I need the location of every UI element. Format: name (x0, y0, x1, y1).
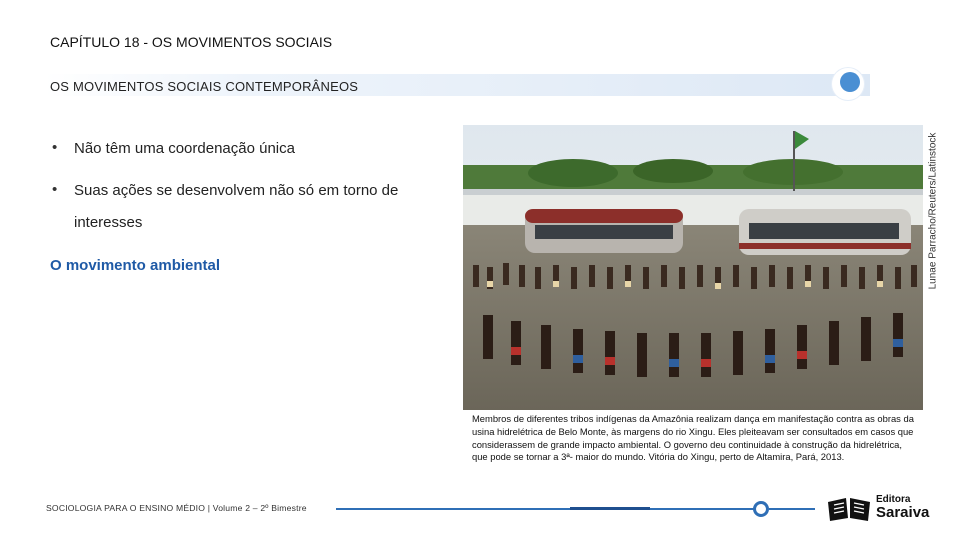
bullet-marker-icon: • (52, 181, 58, 198)
photo-credit: Lunae Parracho/Reuters/Latinstock (927, 132, 939, 290)
section-title: OS MOVIMENTOS SOCIAIS CONTEMPORÂNEOS (50, 79, 359, 94)
publisher-logo (826, 494, 942, 524)
chapter-title: CAPÍTULO 18 - OS MOVIMENTOS SOCIAIS (50, 34, 333, 50)
footer-line-right (769, 508, 815, 510)
footer-circle-icon (753, 501, 769, 517)
photo-indigenous-dance-icon (463, 125, 923, 410)
photo-credit-box (926, 125, 940, 297)
section-dot-icon (840, 72, 860, 92)
footer-book-info: SOCIOLOGIA PARA O ENSINO MÉDIO | Volume 2 – 2º Bimestre (46, 503, 307, 513)
bullet-item: Não têm uma coordenação única (74, 140, 295, 157)
bullet-item: Suas ações se desenvolvem não só em torno de (74, 182, 399, 199)
photo-caption: Membros de diferentes tribos indígenas da Amazônia realizam dança em manifestação contra as obras da usina hidrelétrica de Belo Monte, às margens do rio Xingu. Eles pleiteavam ser consultados em casos que considerassem de grande impacto ambiental. O governo deu continuidade à construção da hidrelétrica, que pode se tornar a 3ª- maior do mundo. Vitória do Xingu, perto de Altamira, Pará, 2013. (472, 413, 914, 463)
footer-line (336, 508, 756, 510)
footer-line-highlight (570, 507, 650, 510)
book-icon (826, 496, 872, 522)
subheading: O movimento ambiental (50, 257, 221, 274)
bullet-item-continuation: interesses (74, 214, 143, 231)
bullet-marker-icon: • (52, 139, 58, 156)
publisher-name: Saraiva (876, 504, 930, 521)
publisher-label: Editora (876, 494, 911, 505)
